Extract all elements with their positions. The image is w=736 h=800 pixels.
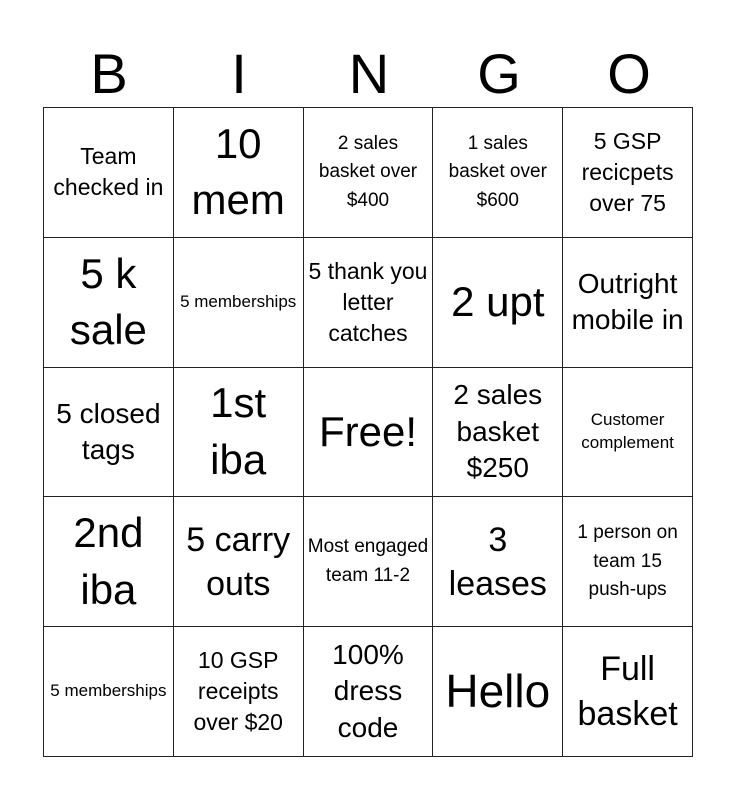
- bingo-cell-text: 3 leases: [448, 520, 547, 603]
- bingo-cell-text: 100% dress code: [332, 639, 404, 743]
- bingo-cell[interactable]: [304, 627, 434, 757]
- bingo-cell[interactable]: [44, 108, 174, 238]
- bingo-cell-text: Full basket: [577, 650, 678, 733]
- header-letter-g: G: [477, 42, 521, 105]
- bingo-cell-text: Outright mobile in: [571, 267, 684, 336]
- bingo-cell-text: 5 memberships: [180, 291, 297, 311]
- bingo-cell-text: 1 person on team 15 push-ups: [577, 522, 678, 601]
- bingo-cell[interactable]: [174, 108, 304, 238]
- bingo-cell-text: 2 upt: [451, 277, 545, 325]
- bingo-cell[interactable]: [304, 108, 434, 238]
- bingo-cell[interactable]: [174, 627, 304, 757]
- bingo-cell-text: 1 sales basket over $600: [448, 132, 547, 211]
- header-letter-n: N: [348, 42, 390, 105]
- bingo-cell-text: 5 closed tags: [56, 397, 161, 465]
- bingo-cell[interactable]: [304, 238, 434, 368]
- bingo-cell[interactable]: [44, 368, 174, 498]
- header-letter-b: B: [90, 42, 128, 105]
- bingo-cell-text: 5 carry outs: [186, 520, 291, 603]
- bingo-cell[interactable]: [563, 627, 693, 757]
- bingo-cell[interactable]: [563, 238, 693, 368]
- bingo-cell[interactable]: [304, 497, 434, 627]
- header-letter-o: O: [607, 42, 651, 105]
- bingo-cell[interactable]: [563, 497, 693, 627]
- bingo-cell[interactable]: [44, 627, 174, 757]
- bingo-cell[interactable]: [174, 368, 304, 498]
- bingo-board: [43, 107, 693, 757]
- bingo-cell-text: Hello: [445, 665, 551, 717]
- bingo-cell-text: Free!: [318, 407, 417, 455]
- bingo-cell[interactable]: [174, 238, 304, 368]
- bingo-cell[interactable]: [433, 497, 563, 627]
- header-letter-i: I: [231, 42, 247, 105]
- bingo-header: [44, 40, 694, 108]
- bingo-cell[interactable]: [563, 368, 693, 498]
- bingo-cell-text: 10 GSP receipts over $20: [193, 647, 283, 736]
- bingo-cell-text: 5 memberships: [50, 681, 167, 701]
- bingo-cell-text: 1st iba: [210, 379, 267, 483]
- bingo-cell-text: Customer complement: [581, 410, 674, 452]
- bingo-cell[interactable]: [304, 368, 434, 498]
- bingo-cell-text: Team checked in: [53, 143, 164, 201]
- bingo-cell-text: 2 sales basket over $400: [318, 132, 418, 211]
- bingo-cell-text: 2nd iba: [73, 509, 144, 613]
- bingo-cell-text: 10 mem: [191, 119, 285, 224]
- bingo-cell[interactable]: [433, 627, 563, 757]
- bingo-cell-text: 5 GSP recicpets over 75: [581, 127, 674, 216]
- bingo-cell[interactable]: [44, 497, 174, 627]
- bingo-cell-text: 5 thank you letter catches: [308, 257, 428, 346]
- bingo-cell[interactable]: [563, 108, 693, 238]
- bingo-cell-text: Most engaged team 11-2: [307, 536, 429, 586]
- bingo-cell-text: 2 sales basket $250: [453, 379, 543, 484]
- bingo-cell[interactable]: [44, 238, 174, 368]
- bingo-cell[interactable]: [174, 497, 304, 627]
- bingo-cell-text: 5 k sale: [69, 249, 147, 354]
- bingo-cell[interactable]: [433, 368, 563, 498]
- bingo-cell[interactable]: [433, 238, 563, 368]
- bingo-cell[interactable]: [433, 108, 563, 238]
